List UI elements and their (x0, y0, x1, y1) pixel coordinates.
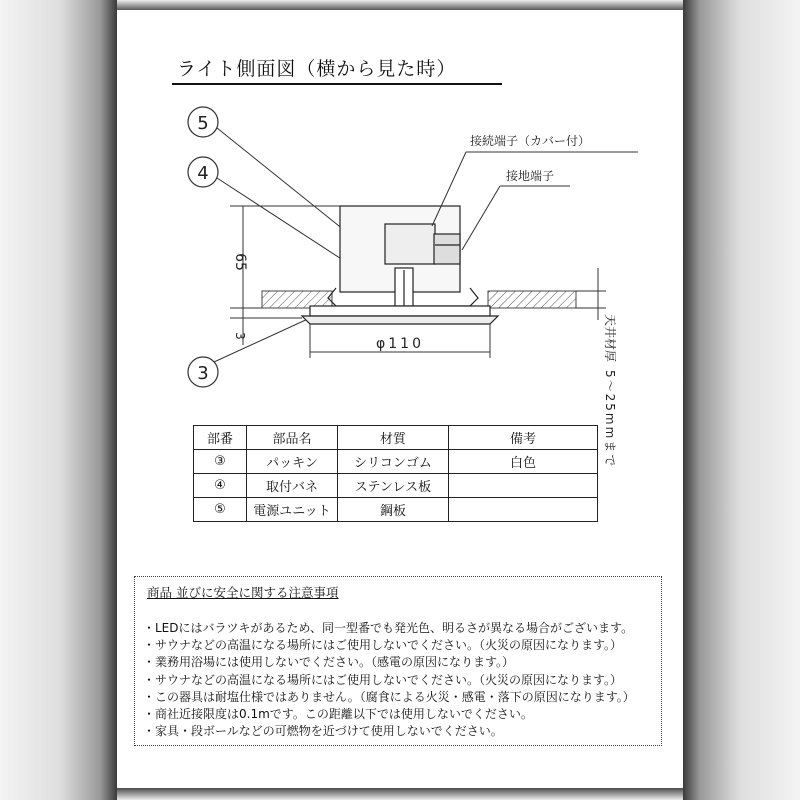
table-cell (449, 474, 598, 498)
table-row (194, 450, 598, 474)
dim-flange-label: 3 (233, 332, 247, 340)
table-header: 部品名 (247, 426, 338, 450)
callout-3 (188, 318, 310, 387)
table-header-row (194, 426, 598, 450)
svg-text:5: 5 (197, 113, 209, 134)
table-cell: ステンレス板 (338, 474, 449, 498)
notice-item: ・家具・段ボールなどの可燃物を近づけて使用しないでください。 (143, 724, 503, 739)
notice-item: ・業務用浴場には使用しないでください。（感電の原因になります。） (143, 655, 515, 670)
table-cell: ④ (194, 474, 247, 498)
ceiling-thickness-label: 天井材厚 (603, 314, 617, 363)
page-title: ライト側面図（横から見た時） (177, 58, 457, 80)
terminal-callouts (432, 133, 638, 250)
dim-diameter-label: φ110 (376, 336, 424, 352)
notice-item: ・この器具は耐塩仕様ではありません。（腐食による火災・感電・落下の原因になります。） (143, 689, 635, 704)
table-row (194, 498, 598, 522)
parts-table (193, 425, 598, 522)
notice-item: ・商社近接限度は0.1mです。この距離以下では使用しないでください。 (143, 707, 533, 722)
svg-text:3: 3 (197, 363, 209, 384)
svg-text:接続端子（カバー付）: 接続端子（カバー付） (470, 134, 591, 148)
table-cell: 白色 (449, 450, 598, 474)
table-row (194, 474, 598, 498)
fixture-body (302, 206, 498, 324)
dimension-ceiling (576, 268, 606, 320)
table-header: 部番 (194, 426, 247, 450)
ceiling-range-label: 5～25mmまで (603, 370, 617, 469)
notice-item: ・サウナなどの高温になる場所にはご使用しないでください。（火災の原因になります。） (143, 638, 623, 653)
table-header: 備考 (449, 426, 598, 450)
table-cell (449, 498, 598, 522)
svg-text:接地端子: 接地端子 (506, 169, 555, 183)
table-cell: 鋼板 (338, 498, 449, 522)
notice-item: ・サウナなどの高温になる場所にはご使用しないでください。（火災の原因になります。） (143, 672, 623, 687)
table-cell: シリコンゴム (338, 450, 449, 474)
notice-list (143, 620, 635, 740)
table-cell: 電源ユニット (247, 498, 338, 522)
notice-title: 商品 並びに安全に関する注意事項 (147, 585, 339, 600)
table-cell: ③ (194, 450, 247, 474)
table-cell: ⑤ (194, 498, 247, 522)
table-header: 材質 (338, 426, 449, 450)
table-cell: 取付バネ (247, 474, 338, 498)
dim-height-label: 65 (232, 253, 248, 271)
notice-item: ・LEDにはバラツキがあるため、同一型番でも発光色、明るさが異なる場合がございます。 (143, 621, 634, 635)
svg-text:4: 4 (197, 163, 209, 184)
table-cell: パッキン (247, 450, 338, 474)
